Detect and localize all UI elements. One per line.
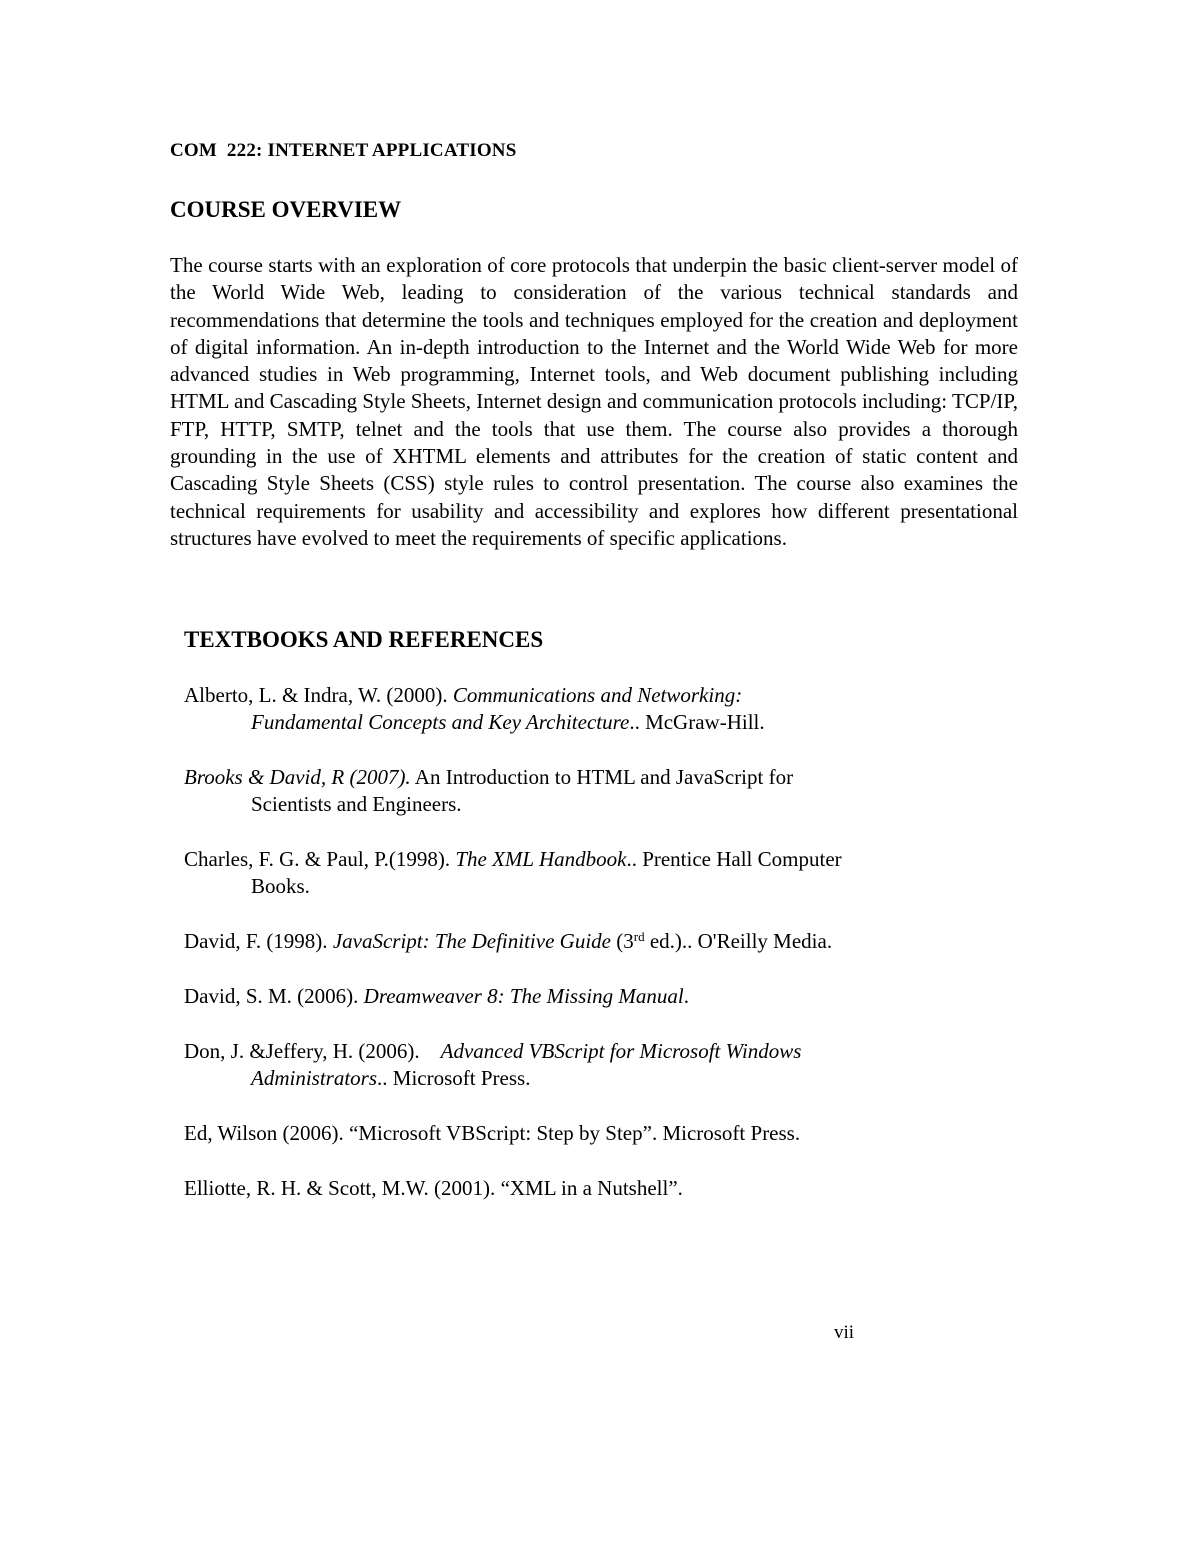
- reference-authors: Brooks & David, R (2007).: [184, 765, 411, 790]
- reference-publisher: . Microsoft Press.: [651, 1120, 801, 1145]
- reference-title: JavaScript: The Definitive Guide: [332, 929, 611, 954]
- reference-title: An Introduction to HTML and JavaScript for Scientists and Engineers.: [251, 765, 794, 817]
- reference-item: [184, 846, 844, 901]
- reference-item: [184, 1038, 844, 1093]
- reference-authors: Elliotte, R. H. & Scott, M.W. (2001).: [184, 1175, 501, 1200]
- reference-list: [184, 682, 844, 1230]
- reference-publisher: .: [683, 984, 689, 1009]
- reference-publisher: .. Microsoft Press.: [377, 1066, 531, 1091]
- reference-authors: David, F. (1998).: [184, 929, 333, 954]
- reference-publisher: .. McGraw-Hill.: [629, 710, 765, 735]
- reference-item: [184, 764, 844, 819]
- reference-edition-suffix: rd: [633, 929, 645, 945]
- reference-title: Advanced VBScript for Microsoft Windows Administrators: [251, 1038, 802, 1091]
- reference-authors: Alberto, L. & Indra, W. (2000).: [184, 683, 453, 707]
- course-code-title: COM 222: INTERNET APPLICATIONS: [170, 140, 517, 161]
- course-overview-heading: COURSE OVERVIEW: [170, 197, 402, 222]
- reference-item: [184, 1175, 844, 1202]
- reference-publisher: .: [677, 1175, 683, 1200]
- reference-item: [184, 1120, 844, 1147]
- textbooks-references-heading: TEXTBOOKS AND REFERENCES: [184, 627, 544, 652]
- reference-title: “Microsoft VBScript: Step by Step”: [349, 1120, 652, 1145]
- reference-publisher: ed.).. O'Reilly Media.: [644, 929, 833, 954]
- reference-title: The XML Handbook: [455, 847, 627, 872]
- reference-authors: David, S. M. (2006).: [184, 984, 364, 1009]
- reference-item: [184, 983, 844, 1010]
- page-number: vii: [834, 1322, 855, 1343]
- reference-title: Communications and Networking: Fundamental Concepts and Key Architecture: [251, 683, 743, 735]
- reference-authors: Charles, F. G. & Paul, P.(1998).: [184, 847, 456, 872]
- reference-item: [184, 928, 844, 955]
- reference-title: “XML in a Nutshell”: [500, 1175, 678, 1200]
- reference-authors: Ed, Wilson (2006).: [184, 1120, 350, 1145]
- reference-publisher: .. Prentice Hall Computer Books.: [251, 847, 842, 899]
- reference-edition: (3: [610, 929, 634, 954]
- reference-authors: Don, J. &Jeffery, H. (2006).: [184, 1038, 441, 1063]
- reference-item: [184, 682, 844, 737]
- course-overview-paragraph: The course starts with an exploration of core protocols that underpin the basic client-server model of the World Wide Web, leading to consideration of the various technical standards and recommendations that determine the tools and techniques employed for the creation and deployment of digital information. An in-depth introduction to the Internet and the World Wide Web for more advanced studies in Web programming, Internet tools, and Web document publishing including HTML and Cascading Style Sheets, Internet design and communication protocols including: TCP/IP, FTP, HTTP, SMTP, telnet and the tools that use them. The course also provides a thorough grounding in the use of XHTML elements and attributes for the creation of static content and Cascading Style Sheets (CSS) style rules to control presentation. The course also examines the technical requirements for usability and accessibility and explores how different presentational structures have evolved to meet the requirements of specific applications.: [170, 253, 1018, 550]
- reference-title: Dreamweaver 8: The Missing Manual: [363, 984, 684, 1009]
